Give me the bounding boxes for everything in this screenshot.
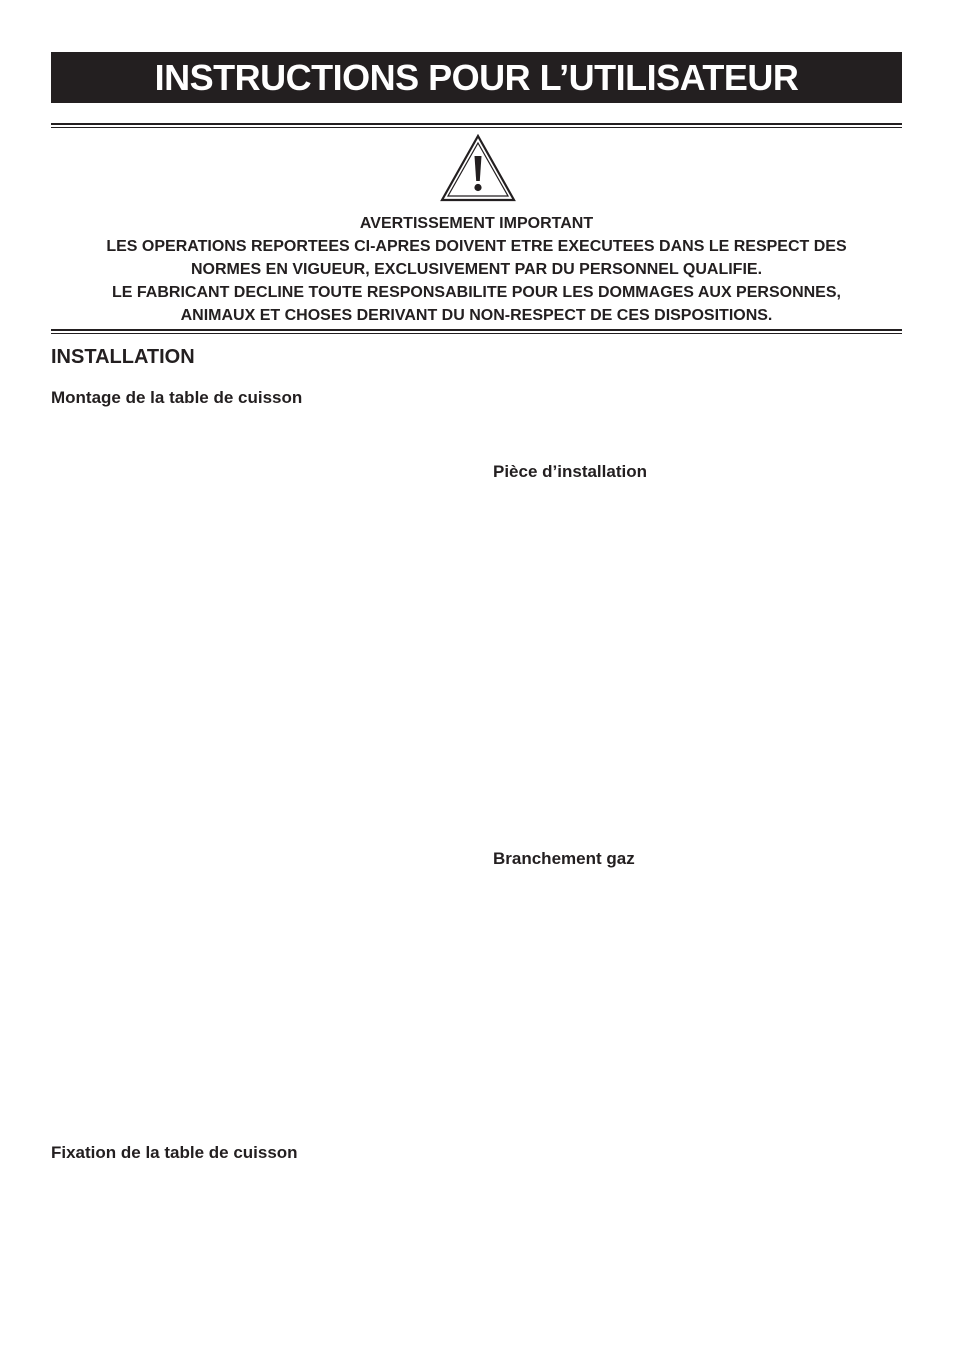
section-heading-installation: INSTALLATION [51,346,195,368]
subheading-branchement-gaz: Branchement gaz [493,849,635,868]
warning-title: AVERTISSEMENT IMPORTANT [359,215,594,232]
warning-line: NORMES EN VIGUEUR, EXCLUSIVEMENT PAR DU PERSONNEL QUALIFIE. [190,261,763,278]
subheading-montage: Montage de la table de cuisson [51,388,303,407]
title-bar [51,52,902,103]
warning-triangle-icon [440,134,516,202]
bottom-divider [51,329,902,334]
subheading-fixation: Fixation de la table de cuisson [51,1143,298,1162]
page-title: INSTRUCTIONS POUR L’UTILISATEUR [154,56,799,98]
subheading-piece-installation: Pièce d’installation [493,462,647,481]
warning-line: LE FABRICANT DECLINE TOUTE RESPONSABILITE POUR LES DOMMAGES AUX PERSONNES, [112,284,841,301]
warning-notice [51,212,902,327]
top-divider [51,123,902,128]
warning-line: LES OPERATIONS REPORTEES CI-APRES DOIVENT ETRE EXECUTEES DANS LE RESPECT DES [106,238,847,255]
warning-line: ANIMAUX ET CHOSES DERIVANT DU NON-RESPECT DE CES DISPOSITIONS. [180,307,773,324]
